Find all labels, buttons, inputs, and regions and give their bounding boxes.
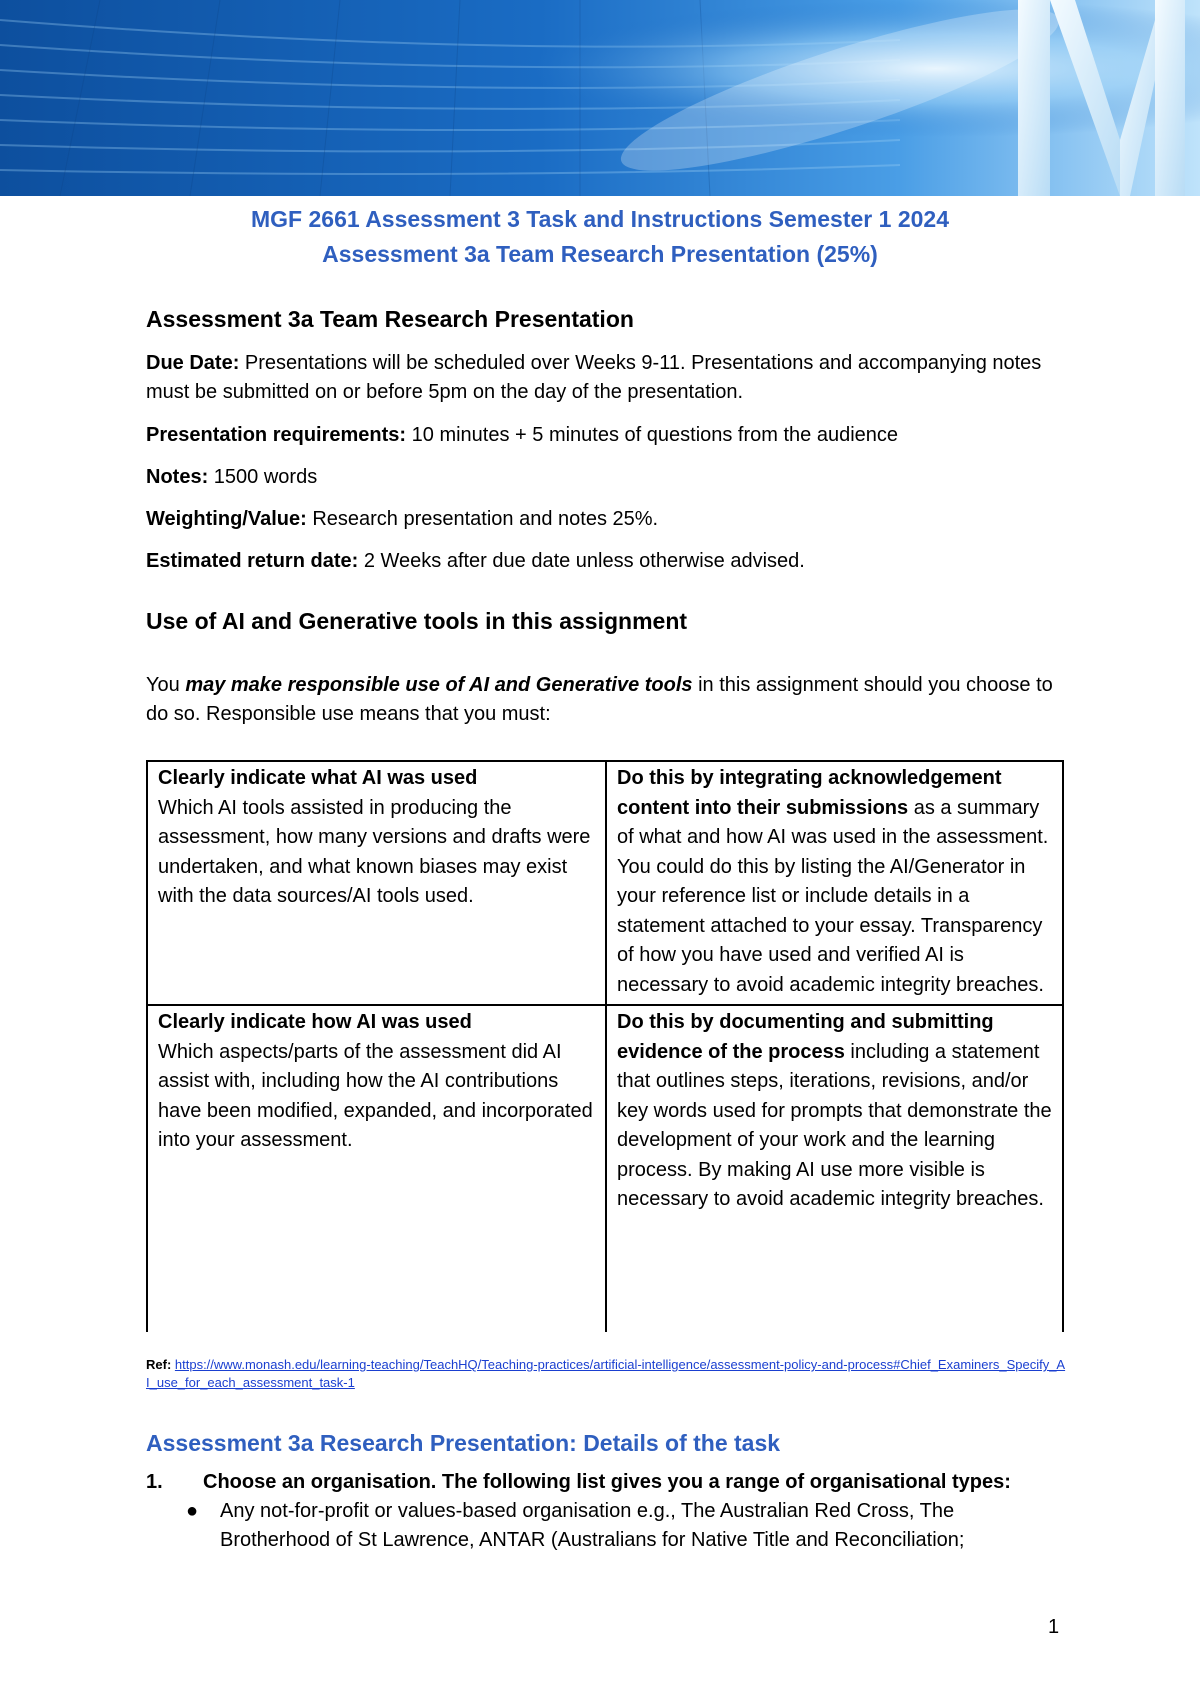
cell-bold-text: Do this by integrating acknowledgement content into their submissions <box>617 767 1002 819</box>
notes-label: Notes: <box>146 466 209 488</box>
notes-paragraph <box>146 463 1066 492</box>
bullet-item <box>186 1497 1066 1555</box>
header-banner-image <box>0 0 1200 196</box>
ai-intro-paragraph <box>146 671 1066 729</box>
ai-use-table <box>146 760 1064 1332</box>
requirements-label: Presentation requirements: <box>146 424 407 446</box>
document-title <box>0 202 1200 272</box>
reference-note <box>146 1356 1066 1392</box>
bullet-text: Any not-for-profit or values-based organisation e.g., The Australian Red Cross, The Brotherhood of St Lawrence, ANTAR (Australians for Native Title and Reconciliation; <box>220 1500 965 1551</box>
requirements-text: 10 minutes + 5 minutes of questions from the audience <box>406 424 899 446</box>
reference-link[interactable]: https://www.monash.edu/learning-teaching/TeachHQ/Teaching-practices/artificial-intelligence/assessment-policy-and-process#Chief_Examiners_Specify_AI_use_for_each_assessment_task-1 <box>146 1357 1066 1390</box>
due-date-label: Due Date: <box>146 352 240 374</box>
ai-intro-post: in this assignment should you choose to do so. Responsible use means that you must: <box>146 674 1053 725</box>
return-date-label: Estimated return date: <box>146 550 359 572</box>
reference-label: Ref: <box>146 1357 175 1372</box>
weighting-text: Research presentation and notes 25%. <box>306 508 659 530</box>
table-cell <box>606 761 1063 1005</box>
return-date-text: 2 Weeks after due date unless otherwise advised. <box>358 550 805 572</box>
table-row <box>147 761 1063 1005</box>
item-text: Choose an organisation. The following list gives you a range of organisational types: <box>203 1471 1011 1493</box>
cell-title: Clearly indicate how AI was used <box>158 1011 472 1033</box>
cell-bold-text: Do this by documenting and submitting evidence of the process <box>617 1011 994 1063</box>
cell-title: Clearly indicate what AI was used <box>158 767 478 789</box>
section-heading-ai-use: Use of AI and Generative tools in this assignment <box>146 608 688 634</box>
cell-body: Which AI tools assisted in producing the assessment, how many versions and drafts were undertaken, and what known biases may exist with the data sources/AI tools used. <box>158 796 591 907</box>
cell-body: including a statement that outlines steps, iterations, revisions, and/or key words used for prompts that demonstrate the development of your work and the learning process. By making AI use more visible is necessary to avoid academic integrity breaches. <box>617 1040 1052 1210</box>
section-heading-task-details: Assessment 3a Research Presentation: Details of the task <box>146 1430 781 1456</box>
cell-body: as a summary of what and how AI was used in the assessment. You could do this by listing the AI/Generator in your reference list or include details in a statement attached to your essay. Transparency of how you have used and verified AI is necessary to avoid academic integrity breaches. <box>617 796 1049 996</box>
bullet-icon: ● <box>186 1500 199 1522</box>
ai-intro-emphasis: may make responsible use of AI and Generative tools <box>185 674 693 696</box>
notes-text: 1500 words <box>208 466 318 488</box>
weighting-label: Weighting/Value: <box>146 508 307 530</box>
cell-body: Which aspects/parts of the assessment did AI assist with, including how the AI contributions have been modified, expanded, and incorporated into your assessment. <box>158 1040 593 1151</box>
section-heading-presentation: Assessment 3a Team Research Presentation <box>146 306 634 332</box>
due-date-text: Presentations will be scheduled over Weeks 9-11. Presentations and accompanying notes must be submitted on or before 5pm on the day of the presentation. <box>146 352 1042 403</box>
page-number: 1 <box>1048 1616 1060 1638</box>
weighting-paragraph <box>146 505 1066 534</box>
numbered-item-1 <box>146 1468 1086 1497</box>
table-row <box>147 1005 1063 1332</box>
ai-intro-pre: You <box>146 674 186 696</box>
title-line-1: MGF 2661 Assessment 3 Task and Instructions Semester 1 2024 <box>251 206 949 232</box>
due-date-paragraph <box>146 349 1066 407</box>
table-cell <box>606 1005 1063 1332</box>
requirements-paragraph <box>146 421 1066 450</box>
table-cell <box>147 761 606 1005</box>
item-number: 1. <box>146 1471 163 1493</box>
title-line-2: Assessment 3a Team Research Presentation (25%) <box>322 241 878 267</box>
table-cell <box>147 1005 606 1332</box>
return-date-paragraph <box>146 547 1066 576</box>
